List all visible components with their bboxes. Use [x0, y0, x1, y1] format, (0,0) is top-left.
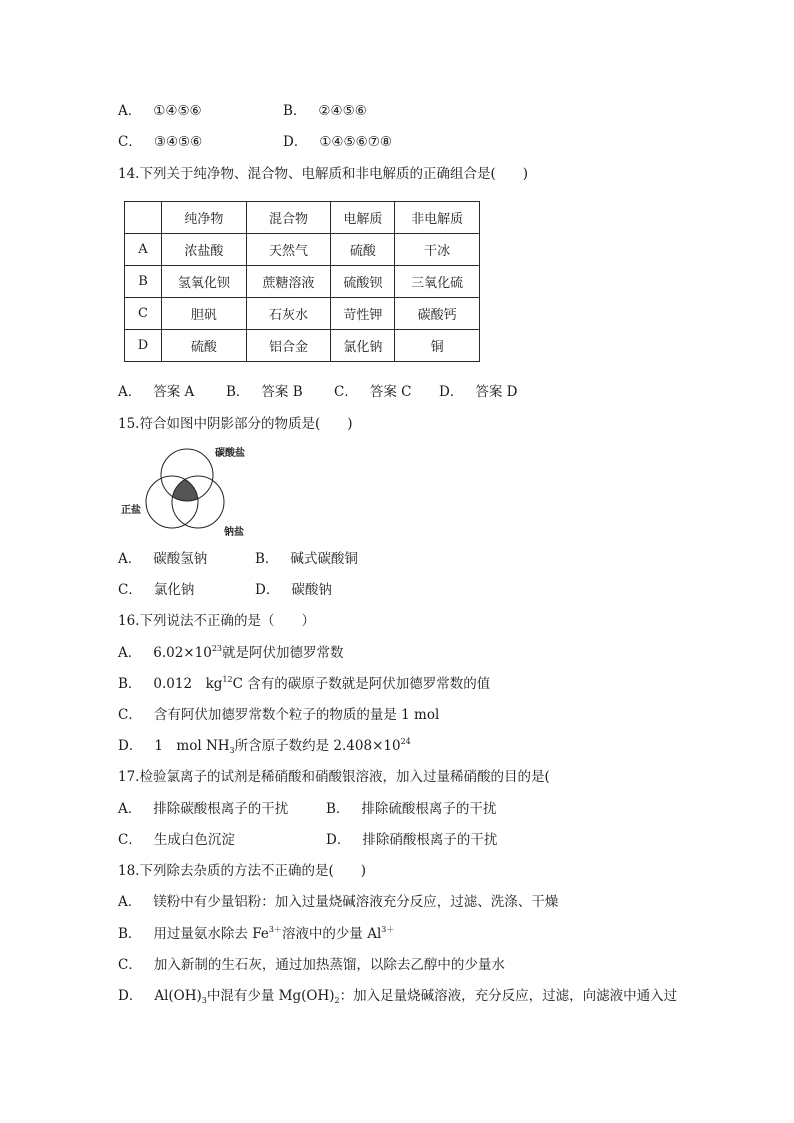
q15-option-b: B． 碱式碳酸铜	[255, 551, 358, 567]
table-cell: 铜	[395, 330, 480, 362]
table-header-row	[125, 202, 480, 234]
q17-option-d: D． 排除硝酸根离子的干扰	[326, 832, 498, 848]
q13-option-d: D． ①④⑤⑥⑦⑧	[283, 134, 392, 150]
q15-option-c: C． 氯化钠	[118, 582, 195, 598]
q14-option-a: A． 答案 A	[118, 384, 195, 400]
table-cell: A	[125, 234, 162, 266]
table-cell: 硫酸钡	[331, 266, 395, 298]
table-cell: 硫酸	[331, 234, 395, 266]
q17-option-c: C． 生成白色沉淀	[118, 832, 235, 848]
table-header-cell: 电解质	[331, 202, 395, 234]
table-cell: 铝合金	[246, 330, 331, 362]
venn-diagram	[118, 443, 258, 543]
table-cell: 石灰水	[246, 298, 331, 330]
q16-option-d: D． 1 mol $NH_3$所含原子数约是 $2.408\times 10^{24}$	[118, 737, 411, 755]
q18-option-d: D． $Al(OH)_3$中混有少量 $Mg(OH)_2$：加入足量烧碱溶液，充分反应，过滤，向滤液中通入过	[118, 988, 678, 1005]
q17-stem: 17.检验氯离子的试剂是稀硝酸和硝酸银溶液，加入过量稀硝酸的目的是(	[118, 769, 550, 785]
table-row	[125, 330, 480, 362]
q14-option-c: C． 答案 C	[334, 384, 412, 400]
table-header-cell	[125, 202, 162, 234]
table-cell: 干冰	[395, 234, 480, 266]
q18-stem: 18.下列除去杂质的方法不正确的是( )	[118, 863, 367, 879]
table-cell: 氢氧化钡	[162, 266, 247, 298]
table-cell: 天然气	[246, 234, 331, 266]
q17-option-a: A． 排除碳酸根离子的干扰	[118, 801, 289, 817]
q14-option-b: B． 答案 B	[226, 384, 303, 400]
q15-stem: 15.符合如图中阴影部分的物质是( )	[118, 416, 353, 432]
table-cell: 碳酸钙	[395, 298, 480, 330]
q18-option-b: B． 用过量氨水除去 $Fe^{3+}$溶液中的少量 $Al^{3+}$	[118, 925, 395, 942]
table-header-cell: 混合物	[246, 202, 331, 234]
q13-option-b: B． ②④⑤⑥	[283, 103, 367, 119]
table-cell: 苛性钾	[331, 298, 395, 330]
table-header-cell: 非电解质	[395, 202, 480, 234]
q14-table	[124, 201, 480, 362]
table-row	[125, 234, 480, 266]
table-row	[125, 266, 480, 298]
q14-option-d: D． 答案 D	[439, 384, 518, 400]
q18-option-a: A． 镁粉中有少量铝粉：加入过量烧碱溶液充分反应，过滤、洗涤、干燥	[118, 894, 559, 910]
q18-option-c: C． 加入新制的生石灰，通过加热蒸馏，以除去乙醇中的少量水	[118, 957, 505, 973]
table-cell: C	[125, 298, 162, 330]
table-cell: 三氧化硫	[395, 266, 480, 298]
table-header-cell: 纯净物	[162, 202, 247, 234]
label-carbonate: 碳酸盐	[215, 448, 245, 459]
q15-option-d: D． 碳酸钠	[255, 582, 332, 598]
table-row	[125, 298, 480, 330]
label-normal-salt: 正盐	[121, 505, 141, 516]
q13-option-a: A． ①④⑤⑥	[118, 103, 202, 119]
table-cell: D	[125, 330, 162, 362]
table-cell: 氯化钠	[331, 330, 395, 362]
table-cell: 浓盐酸	[162, 234, 247, 266]
table-cell: 硫酸	[162, 330, 247, 362]
q16-option-c: C． 含有阿伏加德罗常数个粒子的物质的量是 1 mol	[118, 707, 440, 723]
q15-option-a: A． 碳酸氢钠	[118, 551, 208, 567]
q14-stem: 14.下列关于纯净物、混合物、电解质和非电解质的正确组合是( )	[118, 166, 529, 182]
q16-option-a: A． $6.02\times 10^{23}$就是阿伏加德罗常数	[118, 644, 344, 661]
label-sodium-salt: 钠盐	[224, 527, 244, 538]
q13-option-c: C． ③④⑤⑥	[118, 134, 203, 150]
q16-option-b: B． 0.012 $kg^{12}C$ 含有的碳原子数就是阿伏加德罗常数的值	[118, 675, 491, 692]
table-cell: B	[125, 266, 162, 298]
table-cell: 蔗糖溶液	[246, 266, 331, 298]
table-cell: 胆矾	[162, 298, 247, 330]
q16-stem: 16.下列说法不正确的是（ ）	[118, 613, 315, 629]
q17-option-b: B． 排除硫酸根离子的干扰	[326, 801, 497, 817]
